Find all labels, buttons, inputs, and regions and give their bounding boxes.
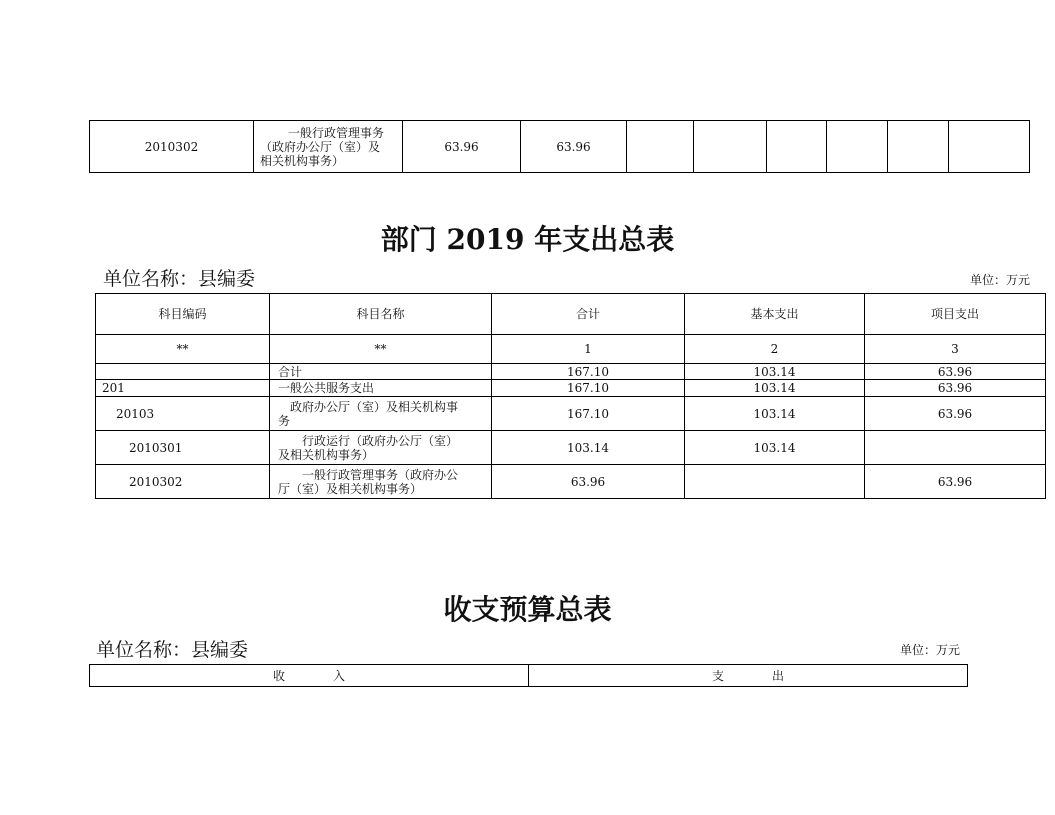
table-row: [96, 465, 1046, 499]
table-header-row: [96, 294, 1046, 335]
empty-cell: [694, 121, 767, 173]
project-cell: 63.96: [865, 380, 1046, 397]
basic-cell: 103.14: [685, 397, 865, 431]
table-row: [90, 121, 1030, 173]
index-cell: **: [270, 335, 492, 364]
index-cell: 2: [685, 335, 865, 364]
expenditure-summary-title: 部门 2019 年支出总表: [380, 223, 675, 256]
empty-cell: [949, 121, 1030, 173]
unit-measure-label: 单位：万元: [900, 643, 961, 657]
name-cell: [270, 397, 492, 431]
unit-measure-label: 单位：万元: [970, 273, 1031, 287]
column-header: 合计: [492, 294, 685, 335]
table-row: [96, 431, 1046, 465]
project-cell: 63.96: [865, 364, 1046, 380]
index-cell: **: [96, 335, 270, 364]
name-line: 政府办公厅（室）及相关机构事: [290, 399, 459, 414]
name-line: 厅（室）及相关机构事务）: [278, 481, 423, 496]
total-cell: 103.14: [492, 431, 685, 465]
basic-cell: [685, 465, 865, 499]
column-header: 项目支出: [865, 294, 1046, 335]
income-header: 收 入: [90, 665, 529, 687]
budget-summary-title: 收支预算总表: [443, 593, 612, 626]
basic-cell: 103.14: [685, 380, 865, 397]
subject-name-line: （政府办公厅（室）及: [260, 139, 381, 154]
table-row: [96, 364, 1046, 380]
index-cell: 3: [865, 335, 1046, 364]
subject-name-line: 一般行政管理事务: [288, 125, 385, 140]
column-header: 科目名称: [270, 294, 492, 335]
basic-cell: 103.14: [685, 431, 865, 465]
code-cell: [96, 364, 270, 380]
basic-cell: 103.14: [685, 364, 865, 380]
unit-name-label: 单位名称：县编委: [96, 639, 249, 661]
total-cell: 63.96: [492, 465, 685, 499]
expense-header: 支 出: [529, 665, 968, 687]
budget-summary-table: [89, 664, 968, 687]
empty-cell: [627, 121, 694, 173]
name-cell: 一般公共服务支出: [270, 380, 492, 397]
index-row: [96, 335, 1046, 364]
column-header: 科目编码: [96, 294, 270, 335]
name-cell: 合计: [270, 364, 492, 380]
value-cell: 63.96: [521, 121, 627, 173]
total-cell: 167.10: [492, 397, 685, 431]
name-line: 一般行政管理事务（政府办公: [302, 467, 459, 482]
value-cell: 63.96: [403, 121, 521, 173]
code-cell: 2010302: [96, 465, 270, 499]
empty-cell: [767, 121, 827, 173]
total-cell: 167.10: [492, 380, 685, 397]
project-cell: [865, 431, 1046, 465]
empty-cell: [827, 121, 888, 173]
subject-code-cell: 2010302: [90, 121, 254, 173]
previous-table-fragment: [89, 120, 1030, 173]
total-cell: 167.10: [492, 364, 685, 380]
name-line: 务: [278, 413, 291, 428]
index-cell: 1: [492, 335, 685, 364]
code-cell: 201: [96, 380, 270, 397]
table-header-row: [90, 665, 968, 687]
subject-name-line: 相关机构事务）: [260, 153, 345, 168]
name-line: 行政运行（政府办公厅（室）: [302, 433, 459, 448]
table-row: [96, 397, 1046, 431]
project-cell: 63.96: [865, 397, 1046, 431]
name-cell: [270, 465, 492, 499]
project-cell: 63.96: [865, 465, 1046, 499]
unit-name-label: 单位名称：县编委: [103, 268, 256, 290]
expenditure-summary-table: [95, 293, 1046, 499]
code-cell: 20103: [96, 397, 270, 431]
name-line: 及相关机构事务）: [278, 447, 375, 462]
column-header: 基本支出: [685, 294, 865, 335]
code-cell: 2010301: [96, 431, 270, 465]
name-cell: [270, 431, 492, 465]
empty-cell: [888, 121, 949, 173]
table-row: [96, 380, 1046, 397]
subject-name-cell: [254, 121, 403, 173]
